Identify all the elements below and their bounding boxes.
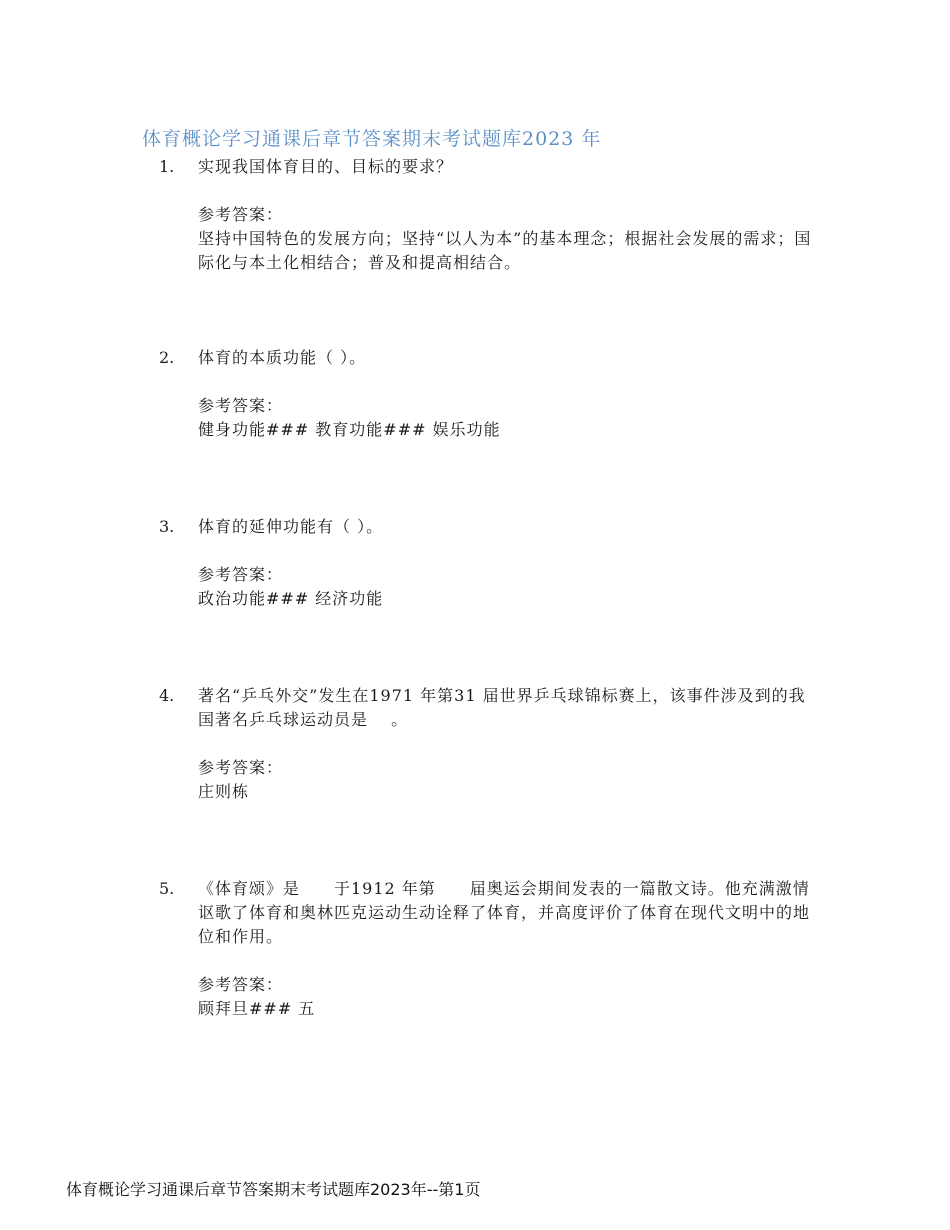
- question-text: 著名“乒乓外交”发生在1971 年第31 届世界乒乓球锦标赛上，该事件涉及到的我国著名乒乓球运动员是 。: [198, 686, 806, 729]
- answer-label: 参考答案：: [198, 396, 284, 415]
- question-body: [198, 346, 819, 442]
- answer-text: 顾拜旦### 五: [198, 999, 316, 1018]
- question-item-1: [159, 155, 819, 275]
- answer-text: 政治功能### 经济功能: [198, 589, 384, 608]
- question-item-5: [159, 877, 819, 1021]
- question-text: 体育的延伸功能有（ ）。: [198, 517, 384, 536]
- answer-label: 参考答案：: [198, 205, 284, 224]
- question-text: 实现我国体育目的、目标的要求？: [198, 157, 454, 176]
- page-footer: 体育概论学习通课后章节答案期末考试题库2023年--第1页: [66, 1180, 481, 1199]
- answer-text: 坚持中国特色的发展方向；坚持“以人为本”的基本理念；根据社会发展的需求；国际化与本土化相结合；普及和提高相结合。: [198, 229, 812, 272]
- question-number: 4.: [159, 686, 175, 705]
- answer-text: 健身功能### 教育功能### 娱乐功能: [198, 420, 501, 439]
- question-text: 《体育颂》是 于1912 年第 届奥运会期间发表的一篇散文诗。他充满激情讴歌了体育和奥林匹克运动生动诠释了体育，并高度评价了体育在现代文明中的地位和作用。: [198, 879, 811, 946]
- question-item-3: [159, 515, 819, 611]
- question-body: [198, 877, 819, 1021]
- question-body: [198, 684, 819, 804]
- question-number: 2.: [159, 348, 175, 367]
- question-number: 5.: [159, 879, 175, 898]
- question-text: 体育的本质功能（ ）。: [198, 348, 367, 367]
- answer-label: 参考答案：: [198, 975, 284, 994]
- question-body: [198, 515, 819, 611]
- document-title: 体育概论学习通课后章节答案期末考试题库2023 年: [142, 128, 602, 150]
- question-number: 1.: [159, 157, 175, 176]
- question-item-2: [159, 346, 819, 442]
- answer-label: 参考答案：: [198, 565, 284, 584]
- answer-label: 参考答案：: [198, 758, 284, 777]
- question-body: [198, 155, 819, 275]
- answer-text: 庄则栋: [198, 782, 250, 801]
- question-number: 3.: [159, 517, 175, 536]
- question-item-4: [159, 684, 819, 804]
